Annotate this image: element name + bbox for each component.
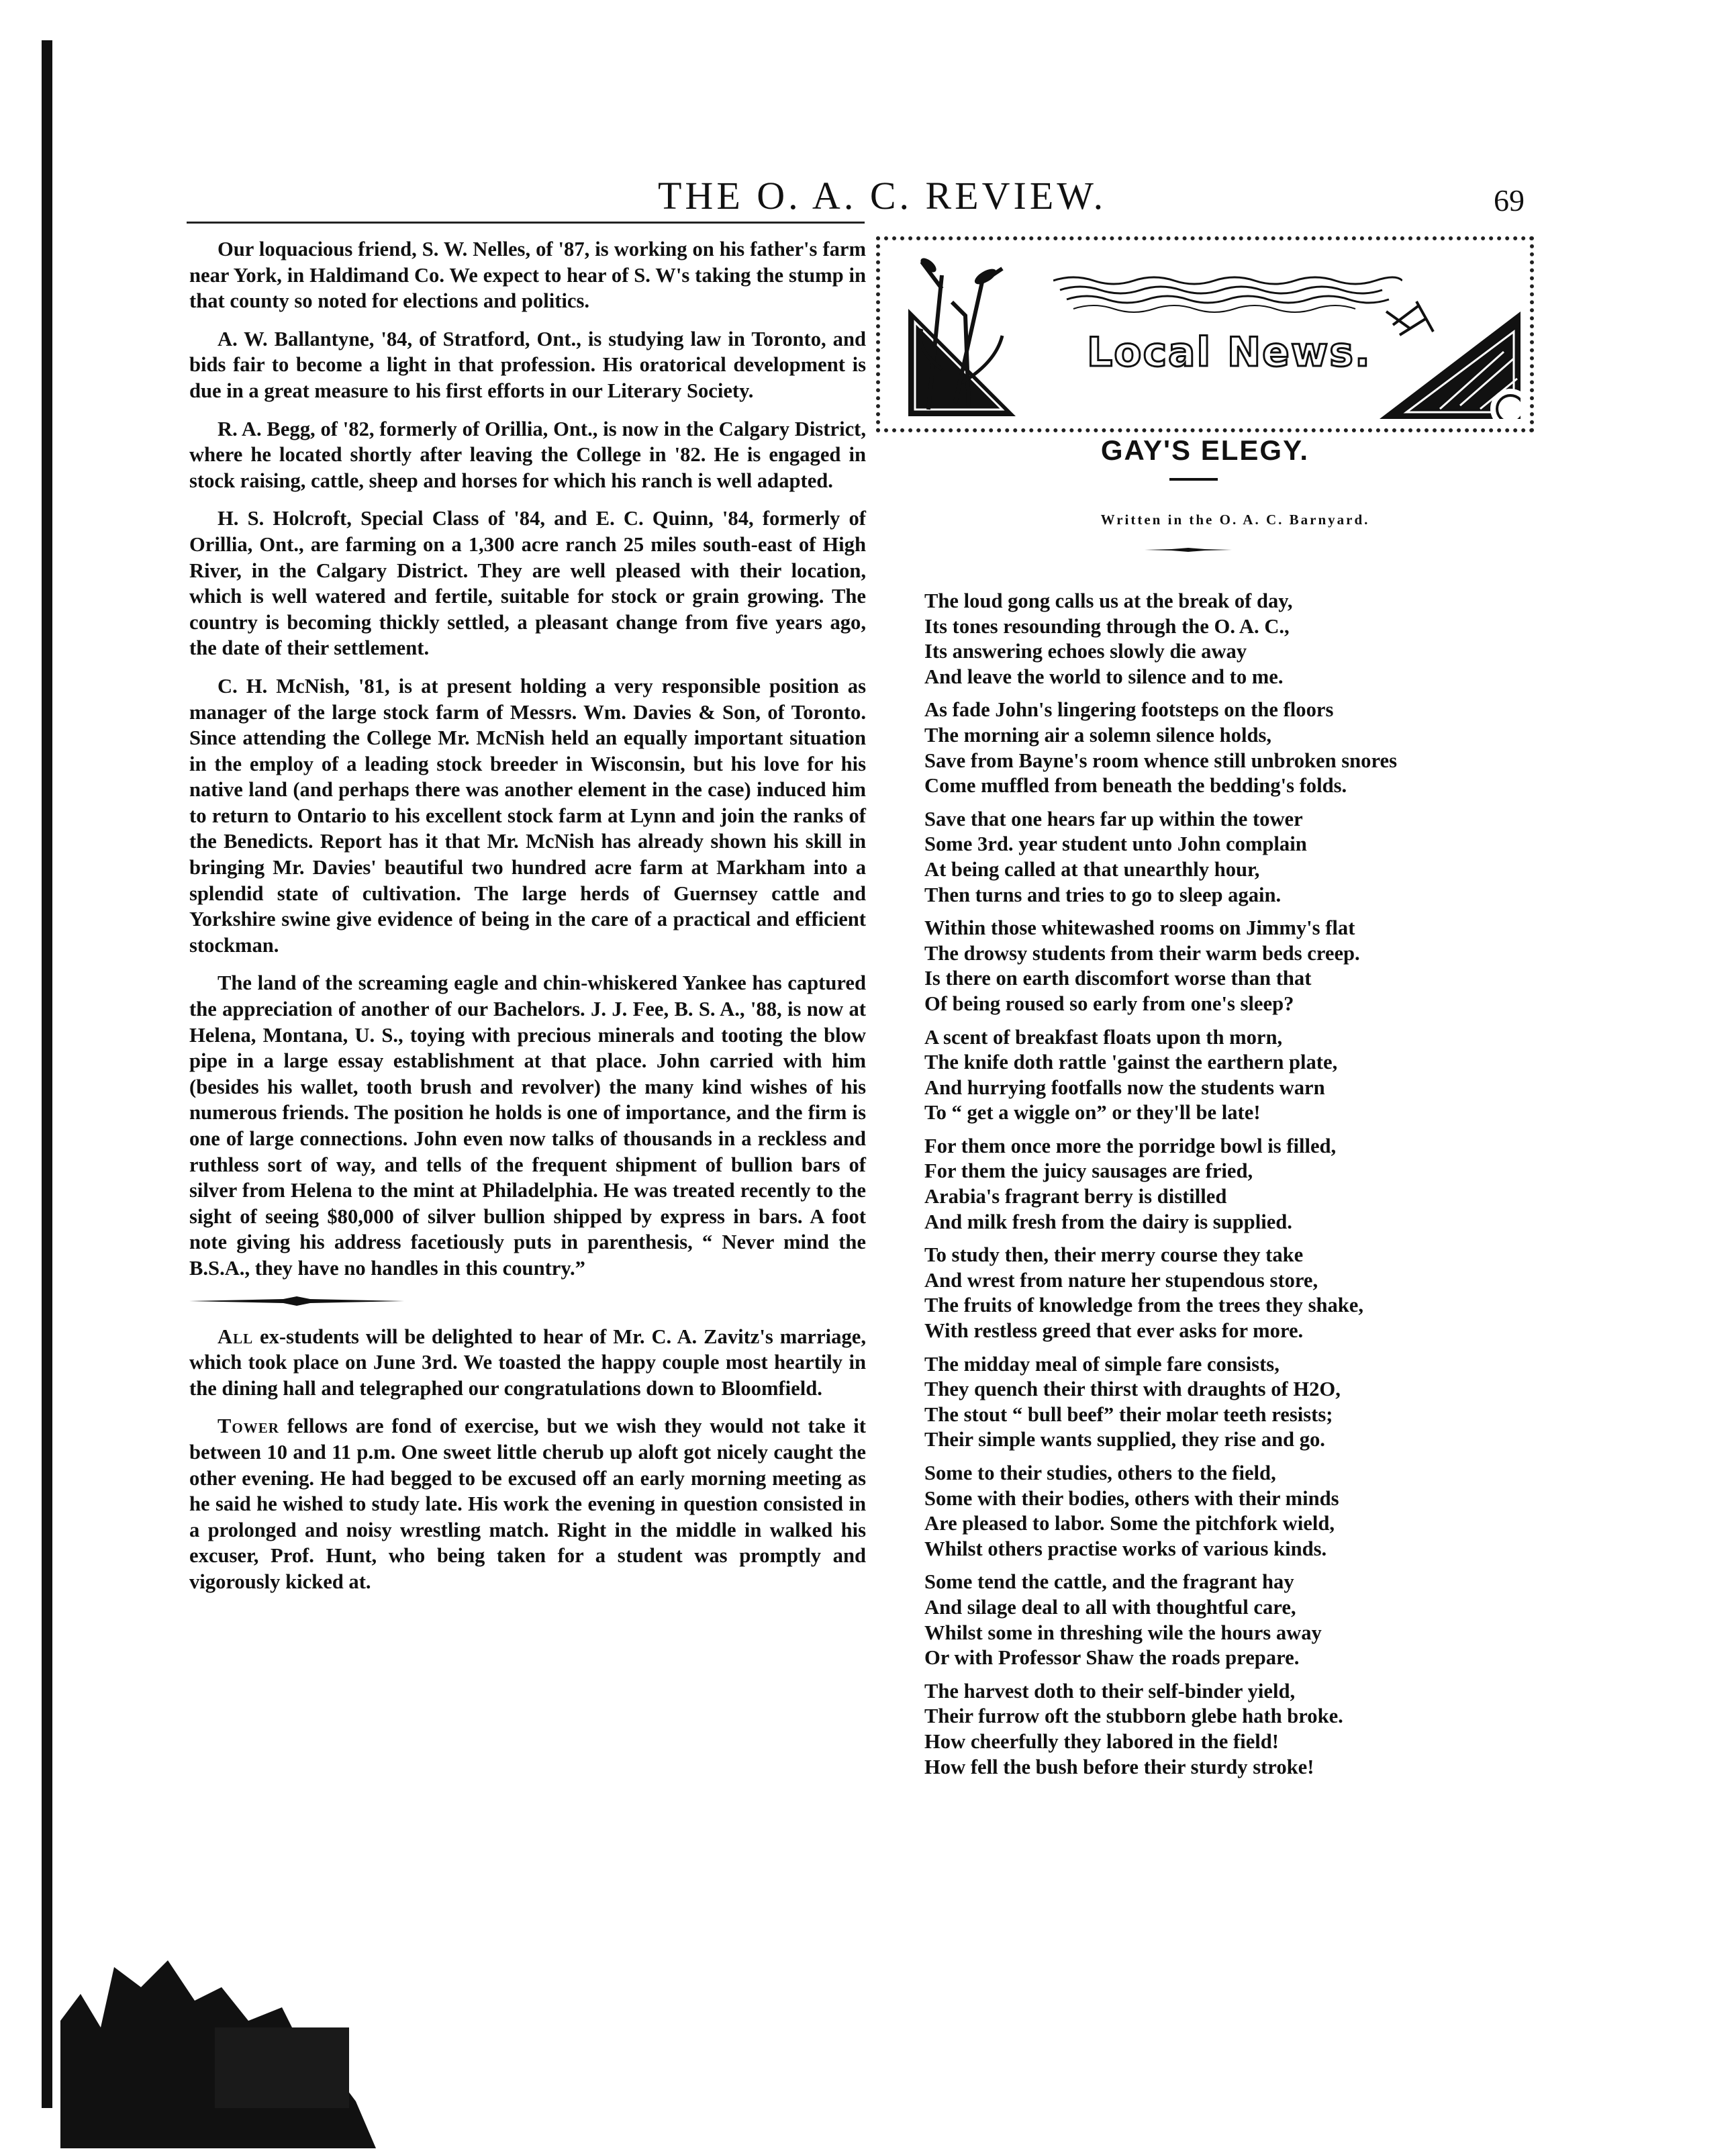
byline-rule: [1145, 548, 1232, 552]
poem-line: A scent of breakfast floats upon th morn,: [924, 1025, 1283, 1049]
poem-line: Some with their bodies, others with their minds: [924, 1486, 1339, 1510]
stanza: [924, 1025, 1535, 1126]
poem-line: How fell the bush before their sturdy stroke!: [924, 1755, 1314, 1778]
poem-line: Save from Bayne's room whence still unbroken snores: [924, 749, 1397, 772]
poem-line: Some to their studies, others to the field,: [924, 1462, 1276, 1484]
poem-line: Arabia's fragrant berry is distilled: [924, 1185, 1227, 1208]
poem-line: At being called at that unearthly hour,: [924, 857, 1260, 881]
sunburst-corner-ornament: [1380, 298, 1521, 419]
paragraph-ballantyne: A. W. Ballantyne, '84, of Stratford, Ont., is studying law in Toronto, and bids fair to become a light in that profession. His oratorical development is due in a great measure to his first efforts in our Literary Society.: [189, 327, 866, 402]
poem-line: Come muffled from beneath the bedding's folds.: [924, 774, 1347, 798]
scan-ink-blot: [60, 1947, 409, 2148]
stanza: [924, 1243, 1535, 1343]
paragraph-zavitz: [189, 1324, 866, 1402]
paragraph-fee: The land of the screaming eagle and chin-whiskered Yankee has captured the appreciation of another of our Bachelors. J. J. Fee, B. S. A., '88, is now at Helena, Montana, U. S., toying with precious minerals and tooting the blow pipe in a large essay establishment at that place. John carried with him (besides his wallet, tooth brush and revolver) the many kind wishes of his numerous friends. The position he holds is one of importance, and the firm is one of large connections. John even now talks of thousands in a reckless and ruthless sort of way, and tells of the frequent shipment of bullion bars of silver from Helena to the mint at Philadelphia. He was treated recently to the sight of seeing $80,000 of silver bullion shipped by express in bars. A foot note giving his address facetiously puts in parenthesis, “ Never mind the B.S.A., they have no handles in this country.”: [189, 971, 866, 1280]
local-news-heading: Local News.: [1087, 329, 1371, 376]
stanza: [924, 807, 1535, 908]
poem-line: Whilst others practise works of various kinds.: [924, 1537, 1327, 1560]
poem-line: Some tend the cattle, and the fragrant hay: [924, 1570, 1294, 1594]
journal-title: THE O. A. C. REVIEW.: [658, 174, 1107, 218]
poem-line: Its answering echoes slowly die away: [924, 640, 1247, 663]
local-news-banner: [876, 236, 1534, 432]
poem-body: [924, 589, 1535, 1788]
wavy-lines-ornament: [1053, 267, 1402, 314]
poem-line: And milk fresh from the dairy is supplied.: [924, 1210, 1292, 1233]
stanza: [924, 589, 1535, 689]
paragraph-nelles: Our loquacious friend, S. W. Nelles, of '87, is working on his father's farm near York, in Haldimand Co. We expect to hear of S. W's taking the stump in that county so noted for elections and politics.: [189, 238, 866, 313]
paragraph-tower: [189, 1413, 866, 1594]
lead-word-tower: Tower: [218, 1415, 279, 1438]
poem-line: To study then, their merry course they take: [924, 1243, 1304, 1267]
poem-line: Within those whitewashed rooms on Jimmy's flat: [924, 916, 1355, 940]
poem-line: Save that one hears far up within the tower: [924, 807, 1303, 830]
stanza: [924, 916, 1535, 1016]
poem-line: They quench their thirst with draughts of H2O,: [924, 1378, 1341, 1401]
running-head: [0, 173, 1736, 227]
poem-line: Is there on earth discomfort worse than that: [924, 967, 1312, 990]
reed-plant-ornament: [902, 248, 1016, 416]
lead-word-all: All: [218, 1325, 254, 1348]
left-column: [189, 236, 866, 1607]
poem-line: Its tones resounding through the O. A. C.,: [924, 614, 1290, 638]
page-number: 69: [1494, 183, 1525, 218]
poem-line: Some 3rd. year student unto John complain: [924, 832, 1307, 856]
poem-line: And leave the world to silence and to me.: [924, 665, 1284, 688]
title-rule: [1169, 478, 1218, 481]
poem-title: GAY'S ELEGY.: [1100, 434, 1310, 466]
poem-line: Their simple wants supplied, they rise and go.: [924, 1428, 1325, 1451]
poem-line: And hurrying footfalls now the students warn: [924, 1076, 1325, 1099]
paragraph-mcnish: C. H. McNish, '81, is at present holding a very responsible position as manager of the large stock farm of Messrs. Wm. Davies & Son, of Toronto. Since attending the College Mr. McNish held an equally important situation in the employ of a leading stock breeder in Wisconsin, but his love for his native land (and perhaps there was another element in the case) induced him to return to Ontario to his excellent stock farm at Lynn and join the ranks of the Benedicts. Report has it that Mr. McNish has already shown his skill in bringing Mr. Davies' beautiful two hundred acre farm at Markham into a splendid state of cultivation. The large herds of Guernsey cattle and Yorkshire swine give evidence of being in the care of a practical and efficient stockman.: [189, 674, 866, 957]
poem-line: Are pleased to labor. Some the pitchfork wield,: [924, 1512, 1335, 1535]
poem-line: The morning air a solemn silence holds,: [924, 723, 1272, 747]
poem-line: As fade John's lingering footsteps on the floors: [924, 698, 1334, 722]
scan-left-edge: [42, 40, 52, 2108]
poem-line: The midday meal of simple fare consists,: [924, 1352, 1280, 1376]
poem-line: Their furrow oft the stubborn glebe hath broke.: [924, 1705, 1343, 1728]
right-column: [876, 236, 1534, 1778]
poem-line: Or with Professor Shaw the roads prepare.: [924, 1646, 1300, 1670]
paragraph-holcroft: H. S. Holcroft, Special Class of '84, and E. C. Quinn, '84, formerly of Orillia, Ont., are farming on a 1,300 acre ranch 25 miles south-east of High River, in the Calgary District. They are well pleased with their location, which is well watered and fertile, suitable for stock or grain growing. The country is becoming thickly settled, a pleasant change from five years ago, the date of their settlement.: [189, 507, 866, 660]
poem-line: The harvest doth to their self-binder yield,: [924, 1679, 1296, 1703]
poem-byline: Written in the O. A. C. Barnyard.: [1100, 512, 1370, 528]
poem-line: The fruits of knowledge from the trees they shake,: [924, 1294, 1364, 1317]
poem-line: The loud gong calls us at the break of day,: [924, 589, 1293, 612]
poem-line: To “ get a wiggle on” or they'll be late!: [924, 1101, 1261, 1125]
stanza: [924, 1352, 1535, 1453]
stanza: [924, 1570, 1535, 1670]
poem-line: Then turns and tries to go to sleep again.: [924, 883, 1282, 906]
header-rule: [187, 222, 865, 224]
poem-line: And silage deal to all with thoughtful care,: [924, 1595, 1296, 1619]
poem-line: The stout “ bull beef” their molar teeth resists;: [924, 1402, 1333, 1426]
paragraph-begg: R. A. Begg, of '82, formerly of Orillia, Ont., is now in the Calgary District, where he located shortly after leaving the College in '82. He is engaged in stock raising, cattle, sheep and horses for which his ranch is well adapted.: [189, 417, 866, 492]
poem-line: Whilst some in threshing wile the hours away: [924, 1621, 1322, 1644]
stanza: [924, 1134, 1535, 1235]
poem-line: How cheerfully they labored in the field!: [924, 1729, 1279, 1753]
poem-line: And wrest from nature her stupendous store,: [924, 1268, 1318, 1292]
poem-line: For them once more the porridge bowl is filled,: [924, 1134, 1337, 1157]
poem-line: The drowsy students from their warm beds creep.: [924, 941, 1360, 965]
section-divider: [189, 1296, 404, 1306]
stanza: [924, 698, 1535, 798]
stanza: [924, 1461, 1535, 1562]
poem-line: Of being roused so early from one's sleep?: [924, 992, 1294, 1015]
poem-line: For them the juicy sausages are fried,: [924, 1159, 1253, 1183]
stanza: [924, 1679, 1535, 1780]
poem-line: With restless greed that ever asks for more.: [924, 1319, 1304, 1343]
paragraph-zavitz-text: ex-students will be delighted to hear of Mr. C. A. Zavitz's marriage, which took place on June 3rd. We toasted the happy couple most heartily in the dining hall and telegraphed our congratulations down to Bloomfield.: [189, 1325, 866, 1400]
paragraph-tower-text: fellows are fond of exercise, but we wish they would not take it between 10 and 11 p.m. One sweet little cherub up aloft got nicely caught the other evening. He had begged to be excused off an early morning meeting as he said he wished to study late. His work the evening in question consisted in a prolonged and noisy wrestling match. Right in the middle in walked his excuser, Prof. Hunt, who being taken for a student was promptly and vigorously kicked at.: [189, 1415, 866, 1593]
poem-line: The knife doth rattle 'gainst the earthern plate,: [924, 1051, 1338, 1074]
